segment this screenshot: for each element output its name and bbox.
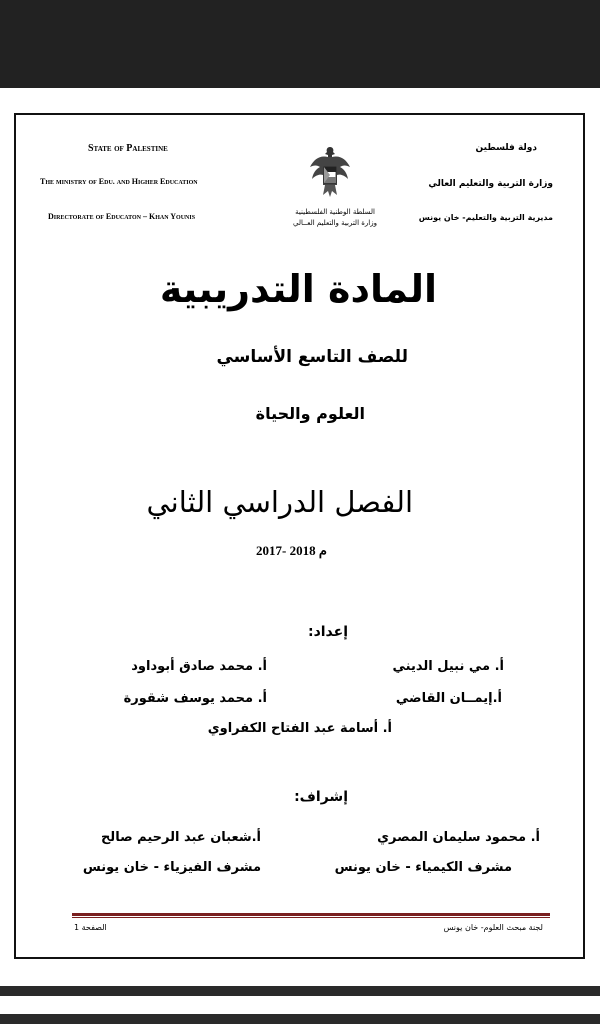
- author-4: أ. محمد يوسف شقورة: [123, 691, 267, 706]
- header-en-state: State of Palestine: [88, 143, 168, 154]
- supervisor-2-role: مشرف الفيزياء - خان يونس: [82, 860, 261, 875]
- grade-title: للصف التاسع الأساسي: [216, 347, 408, 367]
- document-page: [14, 113, 585, 959]
- header-en-ministry: The ministry of Edu. and Higher Education: [40, 177, 198, 186]
- header-center-ministry: وزارة التربية والتعليم العــالي: [293, 219, 377, 227]
- bottom-dark-bar: [0, 986, 600, 996]
- author-5: أ. أسامة عبد الفتاح الكفراوي: [207, 721, 392, 736]
- header-ar-state: دولة فلسطين: [475, 143, 537, 153]
- academic-year: 2017- 2018 م: [256, 543, 327, 558]
- supervisor-1-role: مشرف الكيمياء - خان يونس: [334, 860, 512, 875]
- top-dark-bar: [0, 0, 600, 88]
- bottom-dark-bar-2: [0, 1014, 600, 1024]
- footer-divider-thin: [72, 917, 550, 918]
- header-ar-ministry: وزارة التربية والتعليم العالي: [428, 179, 553, 189]
- footer-page-number: الصفحة 1: [74, 923, 107, 932]
- supervisor-2-name: أ.شعبان عبد الرحيم صالح: [100, 830, 261, 845]
- author-2: أ. محمد صادق أبوداود: [131, 659, 267, 674]
- palestine-eagle-emblem-icon: [308, 145, 352, 201]
- supervisor-1-name: أ. محمود سليمان المصري: [377, 830, 540, 845]
- supervision-heading: إشراف:: [294, 789, 348, 805]
- footer-committee: لجنة مبحث العلوم- خان يونس: [443, 923, 543, 932]
- main-title: المادة التدريبية: [159, 267, 437, 311]
- subject-title: العلوم والحياة: [255, 404, 365, 423]
- author-1: أ. مي نبيل الديني: [392, 659, 504, 674]
- header-en-directorate: Directorate of Educaton – Khan Younis: [48, 212, 196, 221]
- author-3: أ.إيمــان القاضي: [395, 691, 502, 706]
- footer-divider: [72, 913, 550, 916]
- header-ar-directorate: مديرية التربية والتعليم- خان يونس: [418, 213, 553, 222]
- header-center-authority: السلطة الوطنية الفلسطينية: [295, 208, 375, 216]
- prepared-heading: إعداد:: [307, 624, 348, 640]
- semester-title: الفصل الدراسي الثاني: [146, 485, 413, 519]
